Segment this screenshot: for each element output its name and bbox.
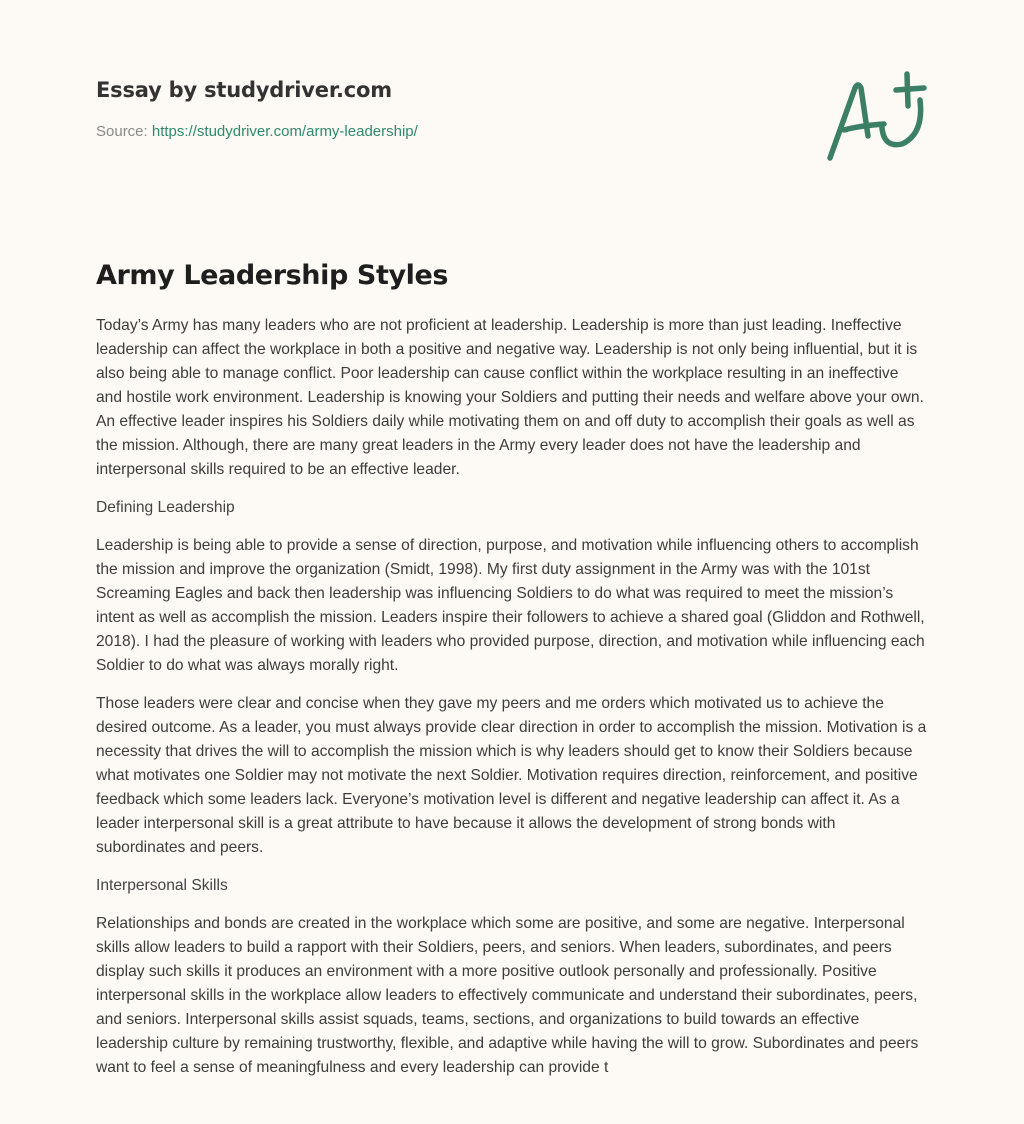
site-title: Essay by studydriver.com bbox=[96, 78, 392, 102]
section-heading-defining-leadership: Defining Leadership bbox=[96, 499, 235, 516]
essay-body bbox=[96, 314, 928, 1094]
paragraph-interpersonal-skills: Relationships and bonds are created in the workplace which some are positive, and some are negative. Interpersonal skills allow leaders to build a rapport with their Soldiers, peers, and seniors. When leaders, subordinates, and peers display such skills it produces an environment with a more positive outlook personally and professionally. Positive interpersonal skills in the workplace allow leaders to effectively communicate and understand their subordinates, peers, and seniors. Interpersonal skills assist squads, teams, sections, and organizations to build towards an effective leadership culture by remaining trustworthy, flexible, and adaptive while having the will to grow. Subordinates and peers want to feel a sense of meaningfulness and every leadership can provide t bbox=[96, 915, 919, 1076]
paragraph-defining-leadership: Leadership is being able to provide a sense of direction, purpose, and motivation while influencing others to accomplish the mission and improve the organization (Smidt, 1998). My first duty assignment in the Army was with the 101st Screaming Eagles and back then leadership was influencing Soldiers to do what was required to meet the mission’s intent as well as accomplish the mission. Leaders inspire their followers to achieve a shared goal (Gliddon and Rothwell, 2018). I had the pleasure of working with leaders who provided purpose, direction, and motivation while influencing each Soldier to do what was always morally right. bbox=[96, 537, 925, 674]
source-line bbox=[96, 122, 928, 142]
document-title: Army Leadership Styles bbox=[96, 260, 449, 291]
paragraph-intro: Today’s Army has many leaders who are not proficient at leadership. Leadership is more than just leading. Ineffective leadership can affect the workplace in both a positive and negative way. Leadership is not only being influential, but it is also being able to manage conflict. Poor leadership can cause conflict within the workplace resulting in an ineffective and hostile work environment. Leadership is knowing your Soldiers and putting their needs and welfare above your own. An effective leader inspires his Soldiers daily while motivating them on and off duty to accomplish their goals as well as the mission. Although, there are many great leaders in the Army every leader does not have the leadership and interpersonal skills required to be an effective leader. bbox=[96, 317, 924, 478]
source-link[interactable]: https://studydriver.com/army-leadership/ bbox=[151, 123, 418, 140]
a-plus-grade-icon bbox=[822, 66, 930, 164]
essay-header bbox=[96, 74, 928, 142]
paragraph-clear-direction: Those leaders were clear and concise when they gave my peers and me orders which motivated us to achieve the desired outcome. As a leader, you must always provide clear direction in order to accomplish the mission. Motivation is a necessity that drives the will to accomplish the mission which is why leaders should get to know their Soldiers because what motivates one Soldier may not motivate the next Soldier. Motivation requires direction, reinforcement, and positive feedback which some leaders lack. Everyone’s motivation level is different and negative leadership can affect it. As a leader interpersonal skill is a great attribute to have because it allows the development of strong bonds with subordinates and peers. bbox=[96, 695, 927, 856]
section-heading-interpersonal-skills: Interpersonal Skills bbox=[96, 877, 228, 894]
source-label: Source: bbox=[96, 123, 148, 140]
